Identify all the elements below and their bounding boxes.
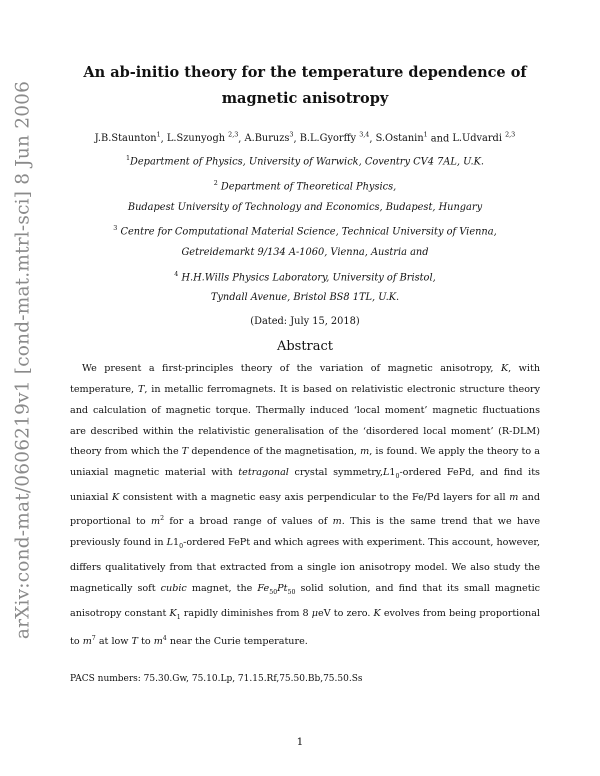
author: A.Buruzs$^3$ <box>244 131 294 145</box>
date-line: (Dated: July 15, 2018) <box>250 315 360 327</box>
affiliation-4-line-2: Tyndall Avenue, Bristol BS8 1TL, U.K. <box>210 292 400 304</box>
author: B.L.Gyorffy $^{3,4}$ <box>299 131 370 145</box>
arxiv-sidebar <box>10 80 36 640</box>
affiliation-1: $^1$Department of Physics, University of Warwick, Coventry CV4 7AL, U.K. <box>125 154 485 168</box>
affiliation-3-line-2: Getreidemarkt 9/134 A-1060, Vienna, Austria and <box>181 247 429 259</box>
author: S.Ostanin$^1$ <box>375 131 428 145</box>
affiliation-2-line-2: Budapest University of Technology and Economics, Budapest, Hungary <box>127 201 483 213</box>
page-number: 1 <box>296 736 304 748</box>
pacs-numbers: PACS numbers: 75.30.Gw, 75.10.Lp, 71.15.Rf,75.50.Bb,75.50.Ss <box>70 673 363 684</box>
paper-page <box>70 60 540 687</box>
abstract-body: We present a first-principles theory of the variation of magnetic anisotropy, K, with temperature, T, in metallic ferromagnets. It is based on relativistic electronic structure theory and calculation of magnetic torque. Thermally induced ‘local moment’ magnetic fluctuations are described within the relativistic generalisation of the ‘disordered local moment’ (R-DLM) theory from which the T dependence of the magnetisation, m, is found. We apply the theory to a uniaxial magnetic material with tetragonal crystal $symmetry,L1_0$-ordered FePd, and find its uniaxial K consistent with a magnetic easy axis perpendicular to the Fe/Pd layers for all m and proportional to $m^2$ for a broad range of values of m. This is the same trend that we have previously found in $L1_0$-ordered FePt and which agrees with experiment. This account, however, differs qualitatively from that extracted from a single ion anisotropy model. We also study the magnetically soft cubic magnet, the $Fe_{50}Pt_{50}$ solid solution, and find that its small magnetic anisotropy constant $K_1$ rapidly diminishes from 8 μeV to zero. K evolves from being proportional to $m^7$ at low T to $m^4$ near the Curie temperature. <box>70 362 541 647</box>
affiliation-3: $^3$ Centre for Computational Material Science, Technical University of Vienna, <box>113 224 497 238</box>
author: J.B.Staunton$^1$ <box>94 131 161 145</box>
paper-title: An ab-initio theory for the temperature dependence of magnetic anisotropy <box>83 64 527 107</box>
author: L.Szunyogh $^{2,3}$ <box>166 131 239 145</box>
affiliation-list <box>70 148 540 309</box>
affiliation-4: $^4$ H.H.Wills Physics Laboratory, University of Bristol, <box>174 269 436 283</box>
author-list: J.B.Staunton$^1$, L.Szunyogh $^{2,3}$, A.Buruzs$^3$, B.L.Gyorffy $^{3,4}$, S.Ostanin$^1$ and L.Udvardi $^{2,3}$ <box>94 131 516 145</box>
affiliation-2: $^2$ Department of Theoretical Physics, <box>213 179 397 193</box>
arxiv-identifier: arXiv:cond-mat/0606219v1 [cond-mat.mtrl-sci] 8 Jun 2006 <box>12 80 34 640</box>
author: L.Udvardi $^{2,3}$ <box>452 131 516 145</box>
abstract-heading: Abstract <box>276 338 334 354</box>
